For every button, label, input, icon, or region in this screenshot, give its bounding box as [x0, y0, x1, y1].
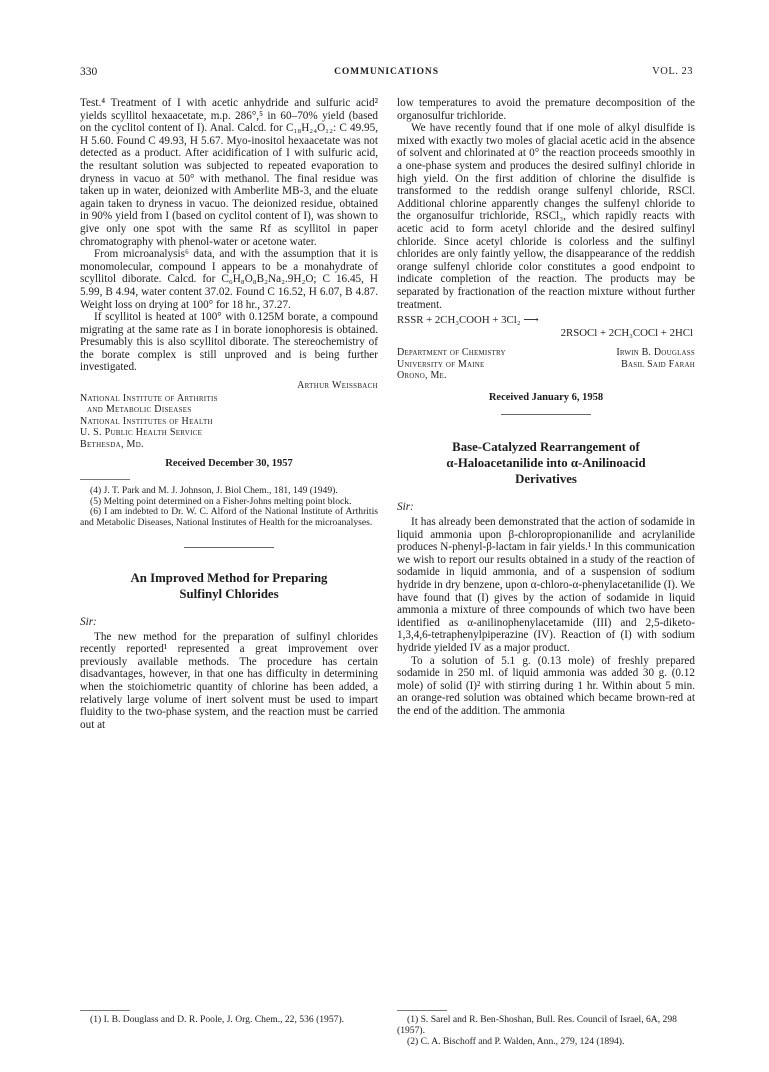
equation-line: 2RSOCl + 2CH₃COCl + 2HCl — [560, 326, 693, 339]
signature-block — [397, 347, 695, 382]
footnote: (2) C. A. Bischoff and P. Walden, Ann., 279, 124 (1894). — [407, 1035, 625, 1047]
author-name: Basil Said Farah — [621, 358, 695, 370]
institution-line: Bethesda, Md. — [80, 438, 144, 450]
footnote: (5) Melting point determined on a Fisher-Johns melting point block. — [90, 495, 352, 507]
body-paragraph: Test.⁴ Treatment of I with acetic anhydride and sulfuric acid² yields scyllitol hexaacetate, m.p. 286°,⁵ in 60–70% yield (based on the cyclitol content of I). Anal. Calcd. for C₁₈H₂₄O₁₂: C 49.95, H 5.60. Found C 49.93, H 5.67. Myo-inositol hexaacetate was not detected as a product. After acidification of I with sulfuric acid, the resultant solution was subjected to repeated evaporation to dryness in vacuo at 50° with methanol. The final residue was taken up in water, deionized with Amberlite MB-3, and the eluate again taken to dryness in vacuo. The deionized residue, obtained in 90% yield from I (based on cyclitol content of I), was shown to give only one spot with the same Rf as scyllitol in paper chromatography with phenol-water or acetone water. — [80, 97, 378, 248]
page-header — [80, 66, 693, 82]
body-paragraph: We have recently found that if one mole of alkyl disulfide is mixed with exactly two moles of glacial acetic acid in the absence of solvent and chlorinated at 0° the reaction proceeds smoothly in a one-phase system and produces the desired sulfinyl chloride in high yield. On the first addition of chlorine the disulfide is transformed to the reddish orange sulfenyl chloride, RSCl. Additional chlorine apparently changes the sulfenyl chloride to the organosulfur trichloride, RSCl₃, which rapidly reacts with acetic acid to form acetyl chloride and the desired sulfinyl chloride. Since acetyl chloride is colorless and the sulfinyl chlorides are only faintly yellow, the disappearance of the reddish orange sulfenyl chloride color constitutes a good endpoint to indicate completion of the reaction. The products may be separated by fractionation of the reaction mixture without further treatment. — [397, 122, 695, 311]
bottom-footnote-left — [80, 1008, 378, 1026]
affiliation-line: University of Maine — [397, 358, 485, 370]
reaction-equation — [397, 314, 695, 339]
footnote: (4) J. T. Park and M. J. Johnson, J. Biol Chem., 181, 149 (1949). — [90, 484, 338, 496]
equation-line: RSSR + 2CH₃COOH + 3Cl₂ ⟶ — [397, 314, 539, 327]
institution-line: and Metabolic Diseases — [87, 404, 192, 416]
footnotes — [80, 486, 378, 529]
salutation: Sir: — [397, 501, 414, 514]
author-signature: Arthur Weissbach — [297, 380, 378, 392]
author-name: Irwin B. Douglass — [616, 347, 695, 359]
affiliation-line: Department of Chemistry — [397, 347, 506, 359]
footnote-rule — [80, 1010, 130, 1011]
article-title — [80, 570, 378, 602]
page-number: 330 — [80, 66, 98, 78]
running-title: COMMUNICATIONS — [334, 67, 439, 77]
footnote: (1) S. Sarel and R. Ben-Shoshan, Bull. Res. Council of Israel, 6A, 298 (1957). — [397, 1014, 677, 1036]
body-paragraph: The new method for the preparation of sulfinyl chlorides recently reported¹ represented a great improvement over previously available methods. The procedure has certain disadvantages, however, in that one has difficulty in determining when the stoichiometric quantity of chlorine has been added, a relatively large volume of inert solvent must be used to impart fluidity to the two-phase system, and the reaction must be carried out at — [80, 630, 378, 731]
article-title-line: An Improved Method for Preparing — [130, 570, 328, 585]
received-date: Received December 30, 1957 — [165, 458, 293, 470]
right-column — [397, 97, 695, 717]
footnote-rule — [80, 479, 130, 480]
left-column — [80, 97, 378, 731]
body-paragraph: If scyllitol is heated at 100° with 0.125M borate, a compound migrating at the same rate as I in borate ionophoresis is obtained. Presumably this is also scyllitol diborate. The stereochemistry of the borate complex is still unproved and is being further investigated. — [80, 311, 378, 374]
body-paragraph: From microanalysis⁶ data, and with the assumption that it is monomolecular, compound I appears to be a monahydrate of scyllitol diborate. Calcd. for C₆H₈O₈B₂Na₂.9H₂O; C 16.45, H 5.99, B 4.94, water content 37.02. Found C 16.52, H 6.07, B 4.87. Weight loss on drying at 100° for 18 hr., 37.27. — [80, 248, 378, 311]
footnote-rule — [397, 1010, 447, 1011]
salutation: Sir: — [80, 615, 97, 628]
bottom-footnotes-right — [397, 1008, 695, 1047]
authors — [616, 347, 695, 382]
article-title-line: Derivatives — [515, 472, 577, 487]
institution-line: National Institute of Arthritis — [80, 392, 218, 404]
footnote: (6) I am indebted to Dr. W. C. Alford of the National Institute of Arthritis and Metabolic Diseases, National Institutes of Health for the microanalyses. — [80, 506, 378, 529]
volume-label: VOL. 23 — [652, 66, 693, 77]
article-title-line: Sulfinyl Chlorides — [179, 586, 279, 601]
body-paragraph: low temperatures to avoid the premature decomposition of the organosulfur trichloride. — [397, 97, 695, 122]
article-title-line: α-Haloacetanilide into α-Anilinoacid — [446, 456, 646, 471]
article-title — [397, 439, 695, 487]
footnote: (1) I. B. Douglass and D. R. Poole, J. Org. Chem., 22, 536 (1957). — [90, 1014, 345, 1025]
section-divider — [184, 547, 274, 548]
body-paragraph: To a solution of 5.1 g. (0.13 mole) of freshly prepared sodamide in 250 ml. of liquid ammonia was added 30 g. (0.12 mole) of solid (I)² with stirring during 1 hr. Within about 5 min. an orange-red solution was obtained which became brown-red at the end of the addition. The ammonia — [397, 654, 695, 717]
affiliation — [397, 347, 506, 382]
institution-line: National Institutes of Health — [80, 415, 213, 427]
section-divider — [501, 414, 591, 415]
body-paragraph: It has already been demonstrated that the action of sodamide in liquid ammonia upon β-chloropropionanilide and acrylanilide produces N-phenyl-β-lactam in fair yields.¹ In this communication we wish to report our results obtained in a study of the reaction of sodamide in liquid ammonia, and of a suspension of sodium hydride in dry benzene, upon α-chloro-α-phenylacetanilide (I). We have found that (I) gives by the action of sodamide in liquid ammonia a mixture of three compounds of which two have been identified as α-anilinophenylacetamide (III) and 2,5-diketo-1,3,4,6-tetraphenylpiperazine (IV). Reaction of (I) with sodium hydride yielded IV as a major product. — [397, 515, 695, 654]
institution-block — [80, 393, 378, 451]
institution-line: U. S. Public Health Service — [80, 427, 203, 439]
article-title-line: Base-Catalyzed Rearrangement of — [452, 440, 640, 455]
received-date: Received January 6, 1958 — [488, 391, 604, 403]
affiliation-line: Orono, Me. — [397, 370, 447, 382]
